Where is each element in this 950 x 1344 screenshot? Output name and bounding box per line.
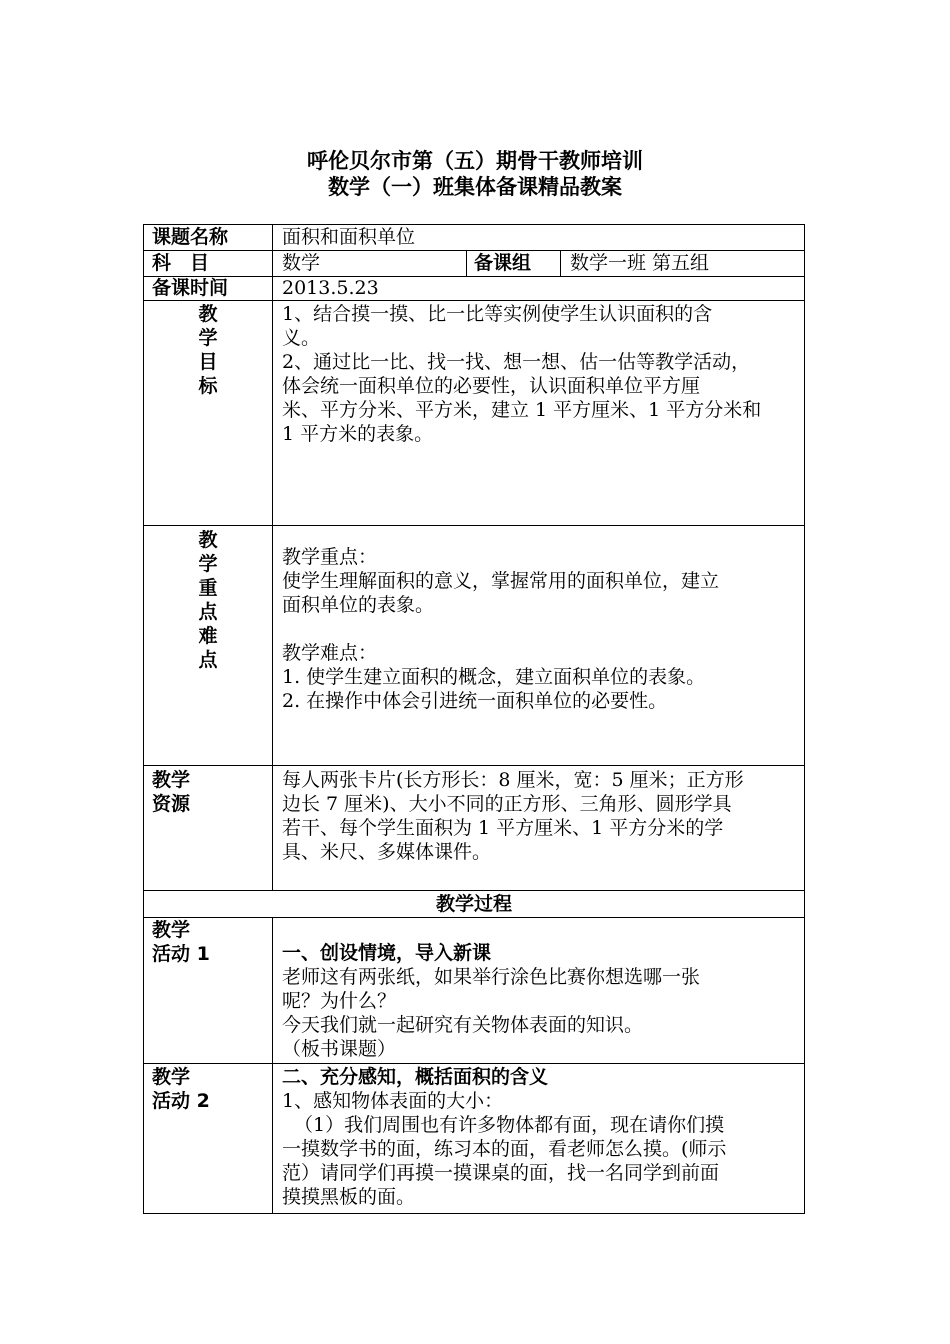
activity1-label: 教学 活动 1	[152, 919, 210, 965]
document-title-line2: 数学（一）班集体备课精品教案	[328, 175, 622, 199]
goals-content: 1、结合摸一摸、比一比等实例使学生认识面积的含 义。 2、通过比一比、找一找、想一想、估一估等教学活动， 体会统一面积单位的必要性，认识面积单位平方厘 米、平方分米、平方米，建立 1 平方厘米、1 平方分米和 1 平方米的表象。	[282, 303, 762, 445]
topic-value: 面积和面积单位	[282, 226, 416, 248]
key-points-label: 教 学 重 点 难 点	[198, 529, 218, 671]
date-value: 2013.5.23	[282, 277, 379, 299]
focus-title: 教学重点：	[282, 546, 378, 568]
document-title-line1: 呼伦贝尔市第（五）期骨干教师培训	[307, 149, 643, 173]
process-header: 教学过程	[435, 893, 512, 915]
resources-label: 教学 资源	[152, 769, 191, 815]
group-value: 数学一班 第五组	[570, 252, 710, 274]
activity2-heading: 二、充分感知，概括面积的含义	[282, 1066, 549, 1088]
subject-value: 数学	[282, 252, 321, 274]
activity1-heading: 一、创设情境，导入新课	[282, 942, 492, 964]
subject-label: 科 目	[152, 252, 210, 274]
topic-label: 课题名称	[152, 226, 229, 248]
activity1-content: 一、创设情境，导入新课 老师这有两张纸，如果举行涂色比赛你想选哪一张 呢？为什么？ 今天我们就一起研究有关物体表面的知识。 （板书课题）	[282, 941, 802, 1061]
goals-label: 教 学 目 标	[198, 303, 218, 397]
activity2-label: 教学 活动 2	[152, 1066, 210, 1112]
activity2-content: 二、充分感知，概括面积的含义 1、感知物体表面的大小： （1）我们周围也有许多物体都有面，现在请你们摸 一摸数学书的面，练习本的面，看老师怎么摸。(师示 范）请同学们再摸一摸课桌的面，找一名同学到前面 摸摸黑板的面。	[282, 1065, 802, 1209]
key-points-content: 教学重点： 使学生理解面积的意义，掌握常用的面积单位，建立 面积单位的表象。 教学难点： 1. 使学生建立面积的概念，建立面积单位的表象。 2. 在操作中体会引进统一面积单位的必要性。	[282, 545, 802, 713]
resources-content: 每人两张卡片(长方形长：8 厘米，宽：5 厘米；正方形 边长 7 厘米)、大小不同的正方形、三角形、圆形学具 若干、每个学生面积为 1 平方厘米、1 平方分米的学 具、米尺、多媒体课件。	[282, 769, 744, 863]
date-label: 备课时间	[152, 277, 229, 299]
difficulty-title: 教学难点：	[282, 642, 378, 664]
group-label: 备课组	[474, 252, 532, 274]
